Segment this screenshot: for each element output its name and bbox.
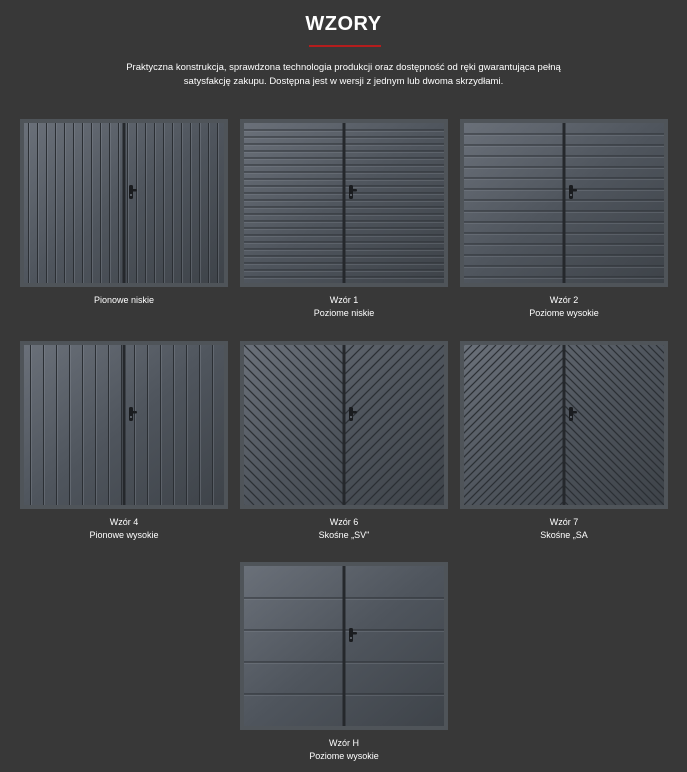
pattern-tile-wzor-4[interactable] — [20, 341, 228, 542]
pattern-caption-line1: Wzór 2 — [549, 295, 579, 305]
door-center-seam — [343, 123, 346, 283]
pattern-caption-line2: Poziome wysokie — [309, 751, 379, 761]
door-image — [240, 119, 448, 287]
door-svg — [244, 123, 444, 283]
pattern-caption — [460, 294, 668, 320]
intro-text — [100, 61, 587, 89]
pattern-caption-line1: Wzór 1 — [329, 295, 359, 305]
pattern-caption-line1: Wzór 7 — [549, 517, 579, 527]
pattern-caption-line2: Skośne „SV" — [318, 530, 370, 540]
pattern-tile-wzor-h[interactable] — [240, 562, 448, 763]
door-center-seam — [123, 345, 126, 505]
pattern-caption — [240, 516, 448, 542]
page-title: WZORY — [305, 13, 382, 35]
door-image — [460, 119, 668, 287]
pattern-caption-line2: Pionowe wysokie — [89, 530, 159, 540]
door-center-seam — [343, 566, 346, 726]
door-svg — [244, 345, 444, 505]
pattern-caption-line2: Skośne „SA — [540, 530, 588, 540]
door-svg — [244, 566, 444, 726]
door-svg — [24, 123, 224, 283]
pattern-caption-line2: Poziome wysokie — [529, 308, 599, 318]
door-svg — [24, 345, 224, 505]
door-image — [20, 341, 228, 509]
pattern-tile-wzor-1[interactable] — [240, 119, 448, 320]
intro-line-1: Praktyczna konstrukcja, sprawdzona technologia produkcji oraz dostępność od ręki gwarantująca pełną — [126, 62, 561, 73]
pattern-caption-line1: Wzór 6 — [329, 517, 359, 527]
door-image — [240, 341, 448, 509]
pattern-caption-line1: Wzór 4 — [109, 517, 139, 527]
pattern-caption — [20, 294, 228, 307]
pattern-caption — [240, 294, 448, 320]
door-svg — [464, 123, 664, 283]
door-svg — [464, 345, 664, 505]
pattern-tile-wzor-6[interactable] — [240, 341, 448, 542]
door-center-seam — [343, 345, 346, 505]
pattern-caption — [460, 516, 668, 542]
door-center-seam — [563, 123, 566, 283]
pattern-caption-line2: Poziome niskie — [313, 308, 375, 318]
pattern-caption-line1: Wzór H — [329, 738, 359, 748]
pattern-caption — [20, 516, 228, 542]
pattern-tile-vertical-low[interactable] — [20, 119, 228, 307]
pattern-caption — [240, 737, 448, 763]
pattern-tile-wzor-2[interactable] — [460, 119, 668, 320]
pattern-tile-wzor-7[interactable] — [460, 341, 668, 542]
door-image — [240, 562, 448, 730]
door-center-seam — [123, 123, 126, 283]
intro-line-2: satysfakcję zakupu. Dostępna jest w wersji z jednym lub dwoma skrzydłami. — [183, 76, 504, 87]
door-image — [20, 119, 228, 287]
door-center-seam — [563, 345, 566, 505]
pattern-caption-line1: Pionowe niskie — [93, 295, 155, 305]
title-underline — [309, 45, 381, 47]
door-image — [460, 341, 668, 509]
